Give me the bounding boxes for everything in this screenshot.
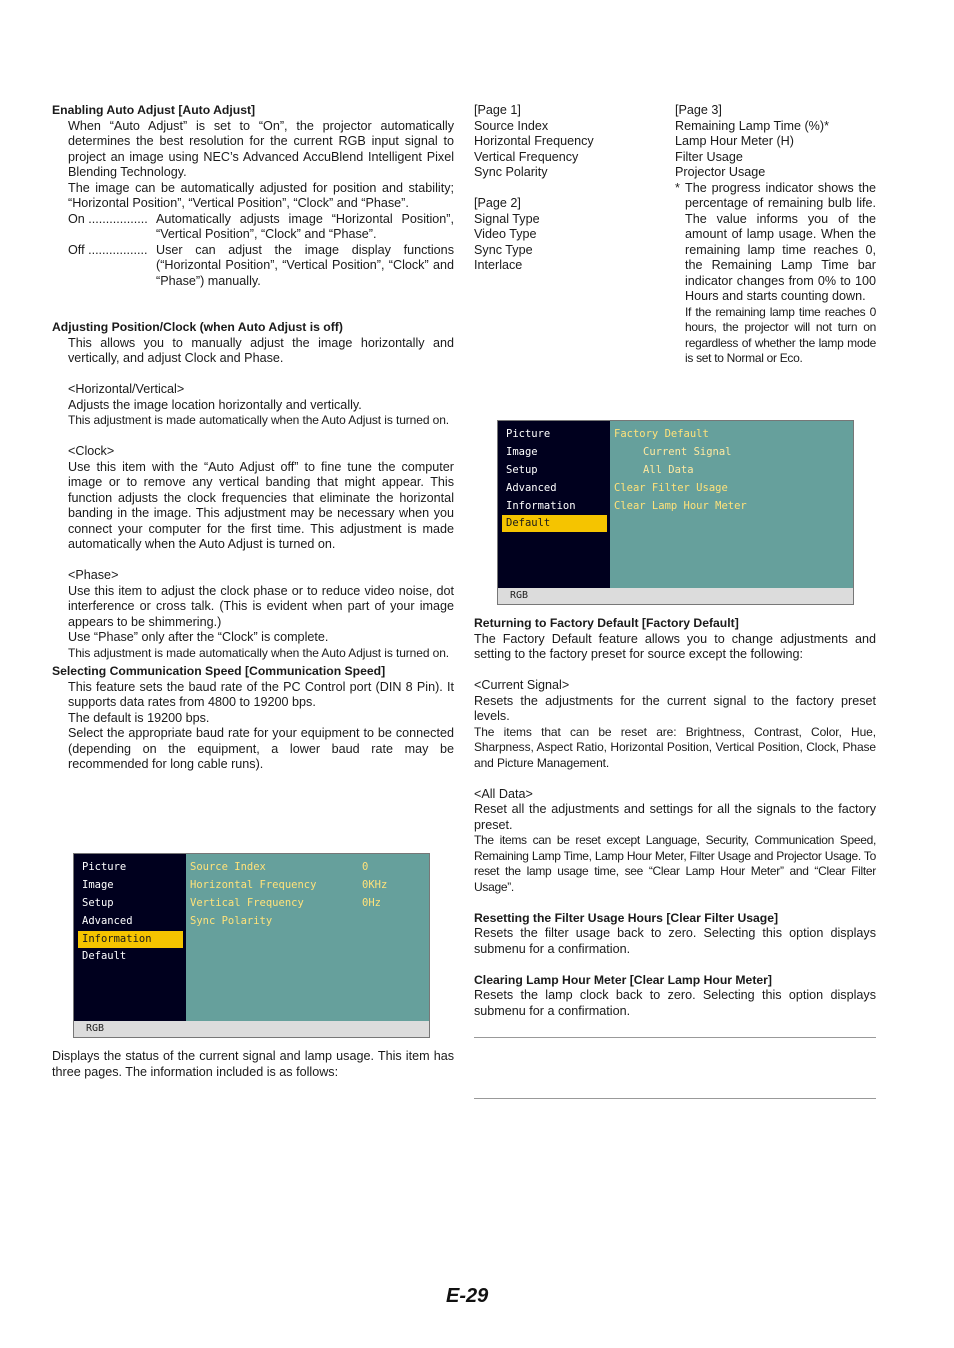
page2-item: Video Type xyxy=(474,227,537,241)
hv-label: <Horizontal/Vertical> xyxy=(68,382,185,396)
hv-text-2: This adjustment is made automatically when the Auto Adjust is turned on. xyxy=(68,413,450,427)
lamp-note-1: The progress indicator shows the percentage of remaining bulb life. The value informs you of the amount of lamp usage. When the remaining lamp time reaches 0, the Remaining Lamp Time bar indicator changes from 0% to 100 Hours and starts counting down. xyxy=(685,180,876,303)
osd-row-value: 0KHz xyxy=(362,879,388,891)
all-data-text-1: Reset all the adjustments and settings for all the signals to the factory preset. xyxy=(474,802,876,832)
info-description: Displays the status of the current signal and lamp usage. This item has three pages. The information included is as follows: xyxy=(52,1049,454,1079)
osd-menu-panel xyxy=(498,421,610,588)
off-term: Off ................. xyxy=(68,242,148,257)
default-menu-screenshot xyxy=(497,420,854,605)
factory-default-heading: Returning to Factory Default [Factory Default] xyxy=(474,616,739,630)
page3-item: Filter Usage xyxy=(675,149,743,164)
phase-text-1: Use this item to adjust the clock phase or to reduce video noise, dot interference or cross talk. (This is evident when part of your image appears to be shimmering.) xyxy=(68,583,454,629)
divider-line-bottom xyxy=(474,1098,876,1099)
osd-row-value: 0Hz xyxy=(362,897,381,909)
page1-item: Vertical Frequency xyxy=(474,149,579,164)
osd-menu-item: Image xyxy=(82,879,114,891)
lamp-note-2: If the remaining lamp time reaches 0 hours, the projector will not turn on regardless of whether the lamp mode is set to Normal or Eco. xyxy=(685,304,876,365)
current-signal-label: <Current Signal> xyxy=(474,678,570,692)
osd-item-current-signal: Current Signal xyxy=(643,446,732,458)
on-term: On ................. xyxy=(68,211,148,226)
osd-menu-item: Picture xyxy=(506,428,551,440)
osd-menu-item: Setup xyxy=(506,464,538,476)
osd-item-all-data: All Data xyxy=(643,464,694,476)
comm-speed-p2: The default is 19200 bps. xyxy=(68,710,210,725)
clear-filter-heading: Resetting the Filter Usage Hours [Clear Filter Usage] xyxy=(474,910,779,925)
clock-label: <Clock> xyxy=(68,444,115,458)
osd-menu-item: Image xyxy=(506,446,538,458)
information-menu-screenshot xyxy=(73,853,430,1038)
all-data-text-2: The items can be reset except Language, Security, Communication Speed, Remaining Lamp Time, Lamp Hour Meter, Filter Usage and Projector Usage. To reset the lamp usage time, see “Clear Lamp Hour Meter” and “Clear Filter Usage”. xyxy=(474,833,876,894)
osd-menu-item: Advanced xyxy=(82,915,133,927)
current-signal-text-1: Resets the adjustments for the current signal to the factory preset levels. xyxy=(474,693,876,723)
auto-adjust-para2: The image can be automatically adjusted for position and stability; “Horizontal Position”, “Vertical Position”, “Clock” and “Phase”. xyxy=(68,180,454,210)
page3-item: Lamp Hour Meter (H) xyxy=(675,134,794,148)
osd-content-panel xyxy=(610,421,853,588)
phase-text-3: This adjustment is made automatically when the Auto Adjust is turned on. xyxy=(68,645,450,660)
phase-label: <Phase> xyxy=(68,568,119,582)
page2-item: Interlace xyxy=(474,258,523,272)
osd-source-bar: RGB xyxy=(498,588,853,604)
osd-source-bar: RGB xyxy=(74,1021,429,1037)
left-column xyxy=(52,103,454,773)
page-number: E-29 xyxy=(446,1285,489,1307)
all-data-label: <All Data> xyxy=(474,786,533,801)
auto-adjust-heading: Enabling Auto Adjust [Auto Adjust] xyxy=(52,103,256,117)
lamp-note xyxy=(675,181,876,367)
note-asterisk: * xyxy=(675,180,680,195)
phase-text-2: Use “Phase” only after the “Clock” is complete. xyxy=(68,630,329,644)
page2-item: Sync Type xyxy=(474,242,533,257)
page2-label: [Page 2] xyxy=(474,196,521,210)
clear-filter-text: Resets the filter usage back to zero. Selecting this option displays submenu for a confirmation. xyxy=(474,926,876,956)
comm-speed-p1: This feature sets the baud rate of the PC Control port (DIN 8 Pin). It supports data rates from 4800 to 19200 bps. xyxy=(68,679,454,709)
osd-menu-item: Advanced xyxy=(506,482,557,494)
comm-speed-p3: Select the appropriate baud rate for your equipment to be connected (depending on the equipment, a lower baud rate may be recommended for long cable runs). xyxy=(68,726,454,771)
on-desc: Automatically adjusts image “Horizontal Position”, “Vertical Position”, “Clock” and “Phase”. xyxy=(156,211,454,241)
info-pages-col1 xyxy=(474,103,674,274)
osd-menu-item: Information xyxy=(506,500,576,512)
osd-menu-item-selected: Information xyxy=(78,931,183,948)
osd-item-clear-lamp: Clear Lamp Hour Meter xyxy=(614,500,747,512)
page1-item: Horizontal Frequency xyxy=(474,134,594,148)
position-clock-heading: Adjusting Position/Clock (when Auto Adjust is off) xyxy=(52,320,343,334)
page1-item: Sync Polarity xyxy=(474,165,548,179)
page1-label: [Page 1] xyxy=(474,103,521,117)
off-desc: User can adjust the image display functions (“Horizontal Position”, “Vertical Position”, “Clock” and “Phase”) manually. xyxy=(156,242,454,288)
position-clock-intro: This allows you to manually adjust the image horizontally and vertically, and adjust Clock and Phase. xyxy=(68,335,454,365)
right-lower-block xyxy=(474,616,876,1019)
page3-item: Projector Usage xyxy=(675,165,766,179)
hv-text-1: Adjusts the image location horizontally and vertically. xyxy=(68,397,362,412)
clock-text: Use this item with the “Auto Adjust off” to fine tune the computer image or to remove any vertical banding that might appear. This function adjusts the clock frequencies that eliminate the horizontal banding in the image. This adjustment may be necessary when you connect your computer for the first time. This adjustment is made automatically when the Auto Adjust is turned on. xyxy=(68,459,454,551)
current-signal-text-2: The items that can be reset are: Brightness, Contrast, Color, Hue, Sharpness, Aspect Ratio, Horizontal Position, Vertical Position, Clock, Phase and Picture Management. xyxy=(474,724,876,770)
osd-menu-item-selected: Default xyxy=(502,515,607,532)
osd-row-label: Horizontal Frequency xyxy=(190,879,317,891)
factory-default-intro: The Factory Default feature allows you to change adjustments and setting to the factory preset for source except the following: xyxy=(474,631,876,661)
osd-row-label: Vertical Frequency xyxy=(190,897,304,909)
clear-lamp-text: Resets the lamp clock back to zero. Selecting this option displays submenu for a confirmation. xyxy=(474,988,876,1018)
osd-row-label: Source Index xyxy=(190,861,266,873)
divider-line-top xyxy=(474,1037,876,1038)
info-pages-col2 xyxy=(675,103,876,367)
comm-speed-heading: Selecting Communication Speed [Communication Speed] xyxy=(52,664,386,678)
auto-adjust-off-def xyxy=(52,243,454,290)
page1-item: Source Index xyxy=(474,118,549,133)
osd-menu-item: Setup xyxy=(82,897,114,909)
osd-menu-item: Default xyxy=(82,950,127,962)
osd-item-clear-filter: Clear Filter Usage xyxy=(614,482,728,494)
osd-row-label: Sync Polarity xyxy=(190,915,273,927)
page3-item: Remaining Lamp Time (%)* xyxy=(675,118,829,133)
info-description-block xyxy=(52,1049,454,1080)
osd-item-factory-default: Factory Default xyxy=(614,428,709,440)
clear-lamp-heading: Clearing Lamp Hour Meter [Clear Lamp Hour Meter] xyxy=(474,972,772,987)
page3-label: [Page 3] xyxy=(675,103,722,117)
page2-item: Signal Type xyxy=(474,211,540,226)
osd-content-panel xyxy=(186,854,429,1021)
auto-adjust-para1: When “Auto Adjust” is set to “On”, the projector automatically determines the best resolution for the current RGB input signal to project an image using NEC’s Advanced AccuBlend Intelligent Pixel Blending Technology. xyxy=(68,118,454,179)
osd-row-value: 0 xyxy=(362,861,369,873)
osd-menu-panel xyxy=(74,854,186,1021)
auto-adjust-on-def xyxy=(52,212,454,243)
osd-menu-item: Picture xyxy=(82,861,127,873)
